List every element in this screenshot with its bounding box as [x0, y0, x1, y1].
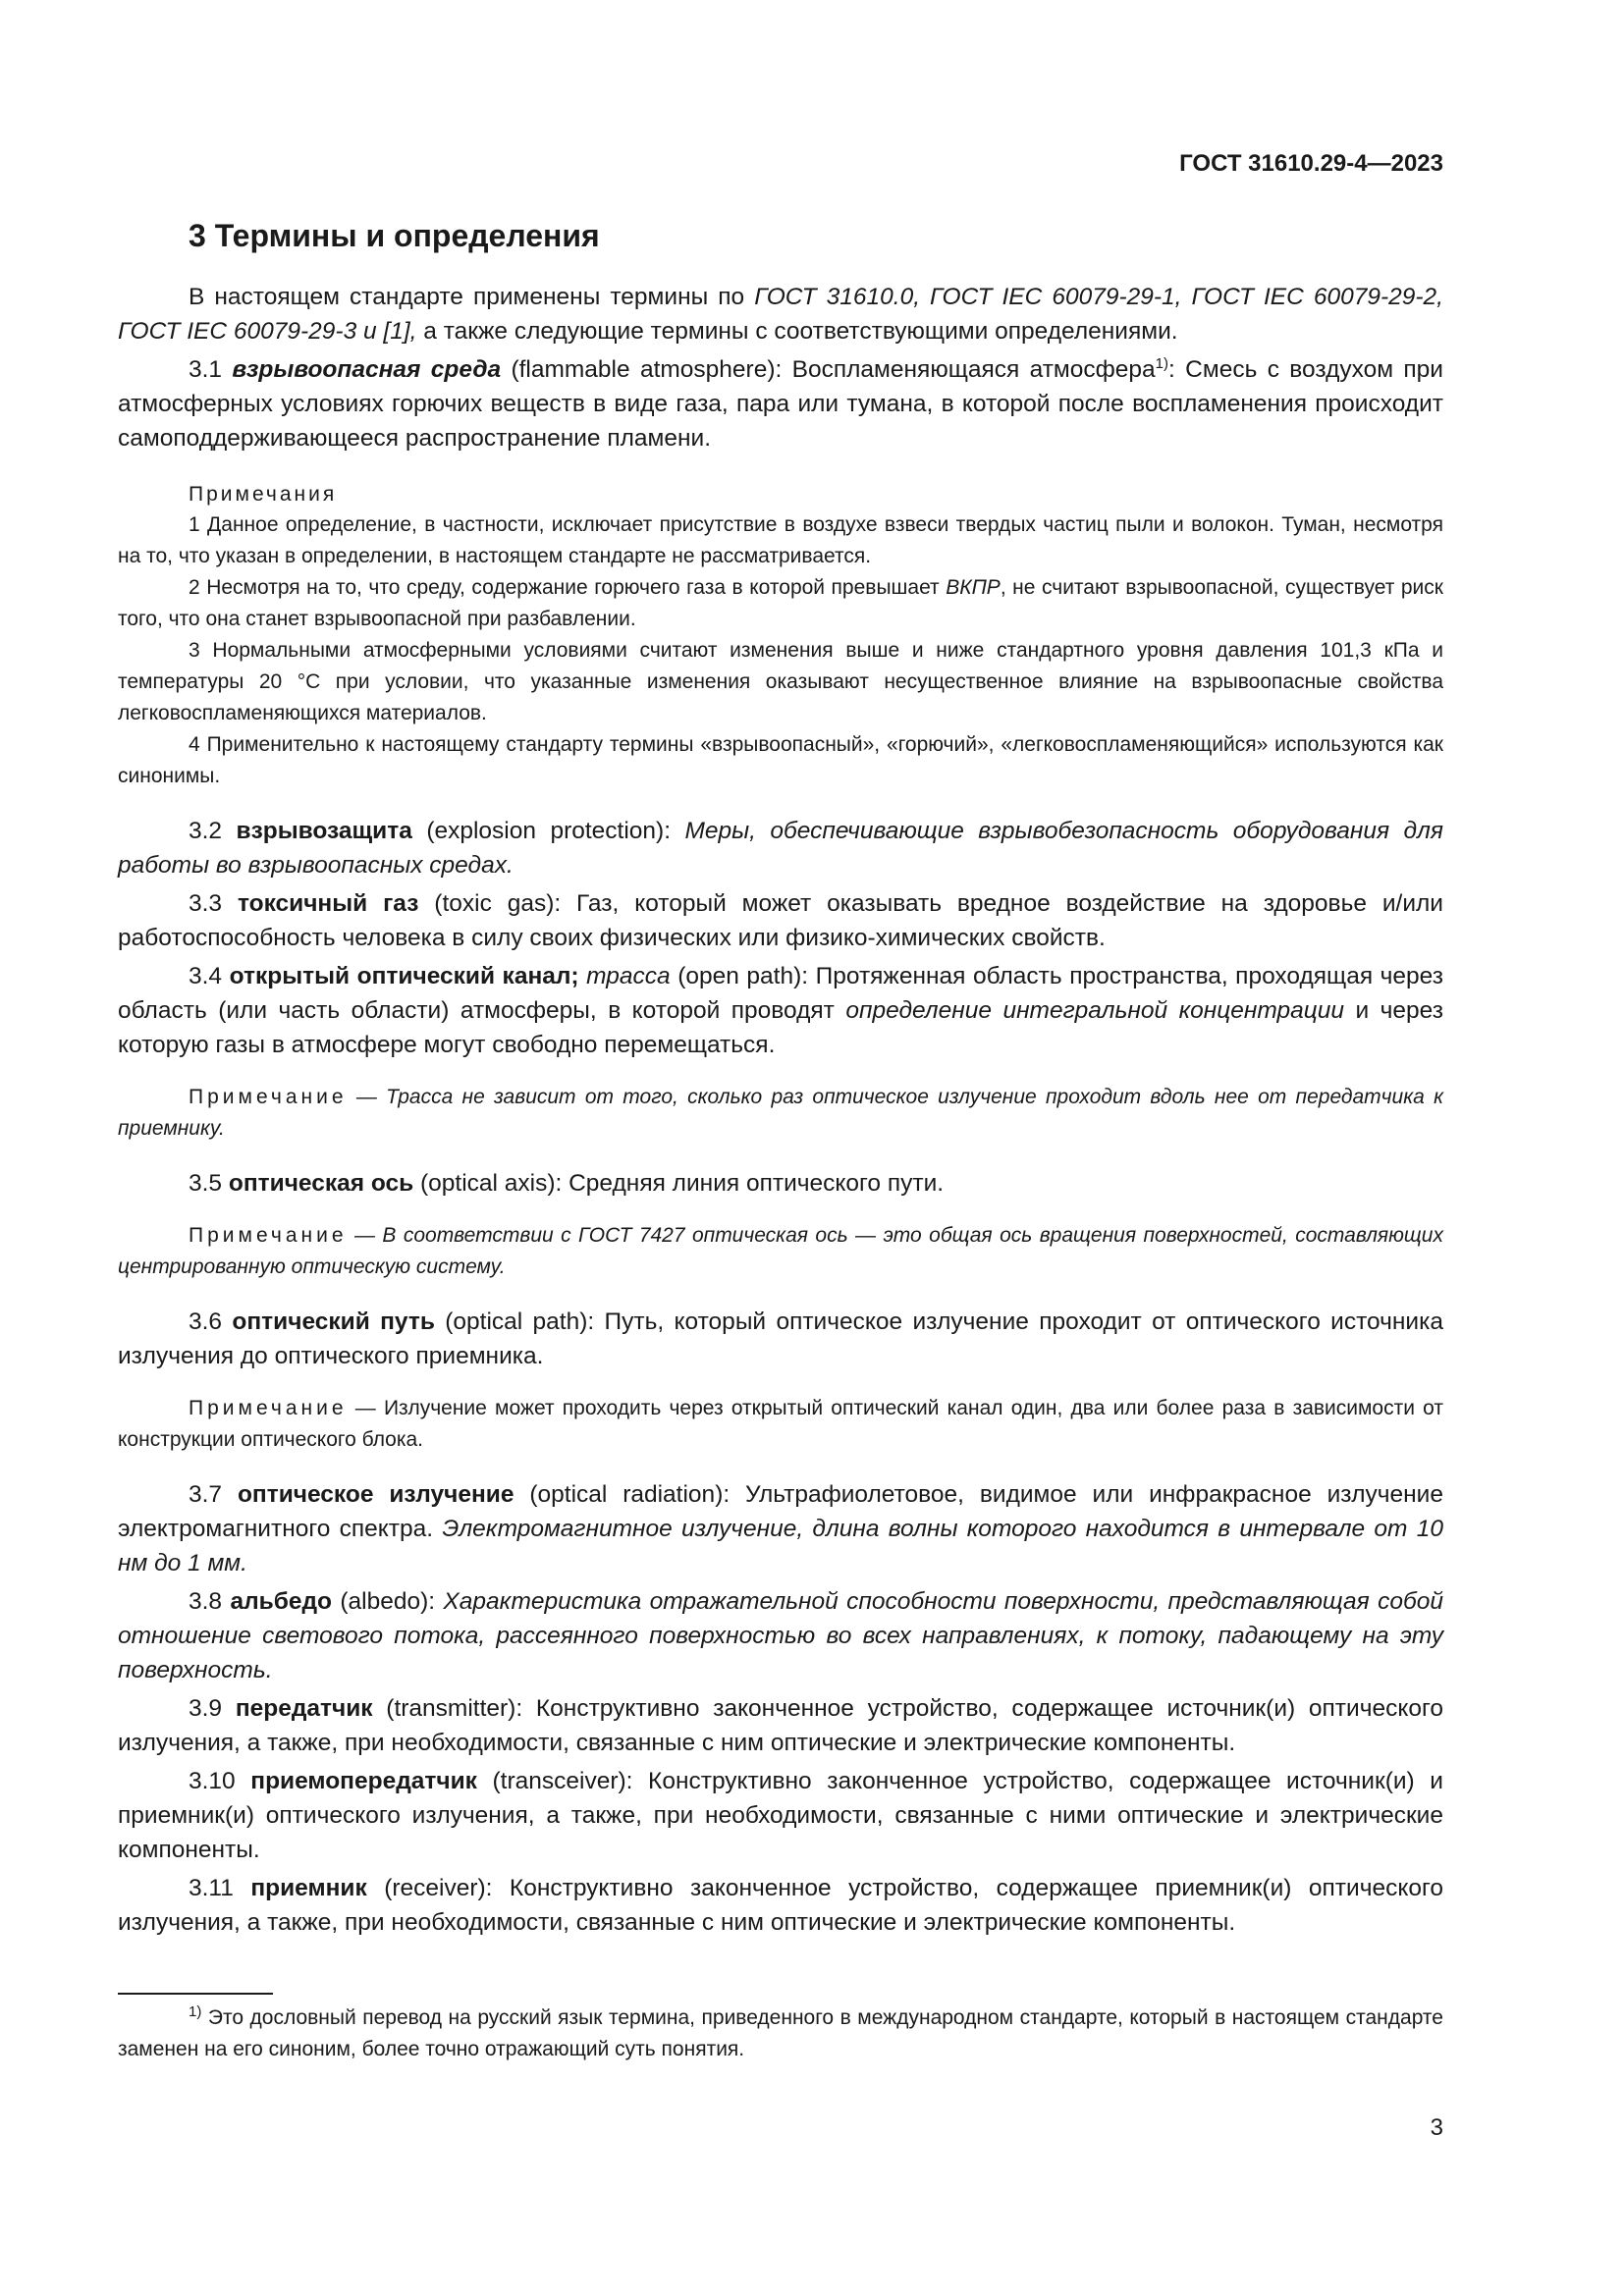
term-name: приемопередатчик	[250, 1768, 477, 1794]
term-name: оптический путь	[232, 1308, 435, 1335]
term-3-3: 3.3 токсичный газ (toxic gas): Газ, который может оказывать вредное воздействие на здоровье и/или работоспособность человека в силу своих физических или физико-химических свойств.	[118, 890, 1443, 951]
page-content	[118, 218, 1443, 1944]
term-3-6: 3.6 оптический путь (optical path): Путь, который оптическое излучение проходит от оптического источника излучения до оптического приемника.	[118, 1308, 1443, 1369]
section-title: 3 Термины и определения	[189, 218, 600, 253]
term-3-8: 3.8 альбедо (albedo): Характеристика отражательной способности поверхности, представляющая собой отношение светового потока, рассеянного поверхностью во всех направлениях, к потоку, падающему на эту поверхность.	[118, 1588, 1443, 1683]
term-name: токсичный газ	[237, 890, 419, 917]
intro-paragraph: В настоящем стандарте применены термины по ГОСТ 31610.0, ГОСТ IEC 60079-29-1, ГОСТ IEC 60079-29-2, ГОСТ IEC 60079-29-3 и [1], а также следующие термины с соответствующими определениями.	[118, 284, 1443, 345]
term-name: открытый оптический канал;	[229, 963, 579, 989]
note-4: 4 Применительно к настоящему стандарту термины «взрывоопасный», «горючий», «легковоспламеняющийся» используются как синонимы.	[118, 733, 1443, 787]
term-name: оптическое излучение	[237, 1481, 514, 1508]
note-3: 3 Нормальными атмосферными условиями считают изменения выше и ниже стандартного уровня давления 101,3 кПа и температуры 20 °С при условии, что указанные изменения оказывают несущественное влияние на взрывоопасные свойства легковоспламеняющихся материалов.	[118, 639, 1443, 724]
document-code-header: ГОСТ 31610.29-4—2023	[1179, 150, 1443, 177]
term-3-4: 3.4 открытый оптический канал; трасса (open path): Протяженная область пространства, проходящая через область (или часть области) атмосферы, в которой проводят определение интегральной концентрации и через которую газы в атмосфере могут свободно перемещаться.	[118, 963, 1443, 1058]
note-2: 2 Несмотря на то, что среду, содержание горючего газа в которой превышает ВКПР, не считают взрывоопасной, существует риск того, что она станет взрывоопасной при разбавлении.	[118, 576, 1443, 630]
footnote: $^{1)}$ Это дословный перевод на русский язык термина, приведенного в международном стандарте, который в настоящем стандарте заменен на его синоним, более точно отражающий суть понятия.	[118, 2003, 1443, 2060]
term-3-7: 3.7 оптическое излучение (optical radiation): Ультрафиолетовое, видимое или инфракрасное излучение электромагнитного спектра. Электромагнитное излучение, длина волны которого находится в интервале от 10 нм до 1 мм.	[118, 1481, 1443, 1576]
page-number: 3	[1430, 2114, 1443, 2141]
term-3-2: 3.2 взрывозащита (explosion protection): Меры, обеспечивающие взрывобезопасность оборудования для работы во взрывоопасных средах.	[118, 818, 1444, 879]
term-3-9: 3.9 передатчик (transmitter): Конструктивно законченное устройство, содержащее источник(и) оптического излучения, а также, при необходимости, связанные с ним оптические и электрические компоненты.	[118, 1695, 1443, 1756]
normative-references: ГОСТ 31610.0, ГОСТ IEC 60079-29-1, ГОСТ IEC 60079-29-2, ГОСТ IEC 60079-29-3 и [1],	[118, 284, 1443, 345]
note-3-5: Примечание — В соответствии с ГОСТ 7427 оптическая ось — это общая ось вращения поверхностей, составляющих центрированную оптическую систему.	[118, 1224, 1443, 1278]
term-name: альбедо	[230, 1588, 332, 1615]
notes-heading: Примечания	[189, 483, 338, 506]
term-name: передатчик	[235, 1695, 373, 1722]
term-name: взрывоопасная среда	[232, 356, 502, 383]
note-3-4: Примечание — Трасса не зависит от того, сколько раз оптическое излучение проходит вдоль нее от передатчика к приемнику.	[118, 1086, 1443, 1140]
footnote-separator	[118, 1993, 273, 1995]
notes-3-1	[118, 479, 1443, 792]
term-3-5: 3.5 оптическая ось (optical axis): Средняя линия оптического пути.	[189, 1170, 945, 1197]
term-3-11: 3.11 приемник (receiver): Конструктивно законченное устройство, содержащее приемник(и) оптического излучения, а также, при необходимости, связанные с ним оптические и электрические компоненты.	[118, 1875, 1443, 1936]
footnote-mark: 1)	[189, 2003, 202, 2020]
term-3-10: 3.10 приемопередатчик (transceiver): Конструктивно законченное устройство, содержащее источник(и) и приемник(и) оптического излучения, а также, при необходимости, связанные с ними оптические и электрические компоненты.	[118, 1768, 1443, 1863]
note-1: 1 Данное определение, в частности, исключает присутствие в воздухе взвеси твердых частиц пыли и волокон. Туман, несмотря на то, что указан в определении, в настоящем стандарте не рассматривается.	[118, 513, 1443, 567]
term-name: взрывозащита	[236, 818, 412, 844]
term-name: приемник	[250, 1875, 367, 1901]
term-name: оптическая ось	[228, 1170, 414, 1197]
note-3-6: Примечание — Излучение может проходить через открытый оптический канал один, два или более раза в зависимости от конструкции оптического блока.	[118, 1397, 1443, 1451]
footnote-reference: 1)	[1155, 354, 1169, 372]
term-3-1: 3.1 взрывоопасная среда (flammable atmosphere): Воспламеняющаяся атмосфера$^{1)}$: Смесь с воздухом при атмосферных условиях горючих веществ в виде газа, пара или тумана, в которой после воспламенения происходит самоподдерживающееся распространение пламени.	[118, 354, 1443, 452]
